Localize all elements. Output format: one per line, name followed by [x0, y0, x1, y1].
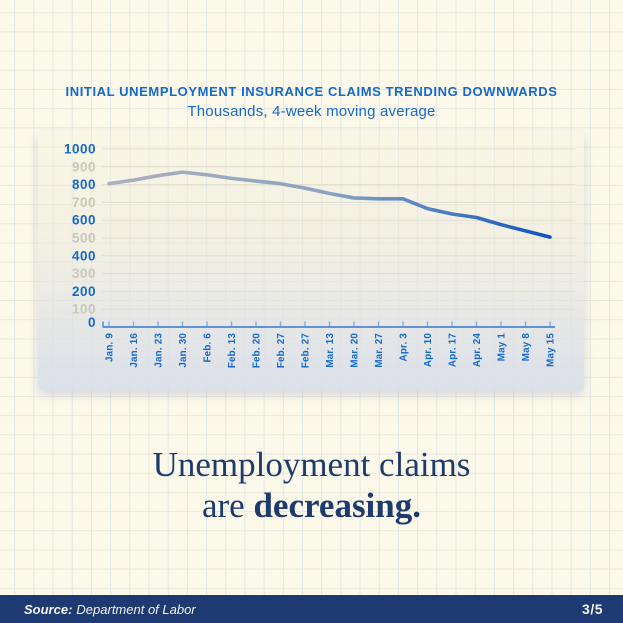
x-tick-label: Apr. 10 [423, 333, 434, 368]
x-tick-label: Apr. 17 [447, 333, 459, 368]
x-tick-label: Jan. 23 [153, 333, 165, 368]
headline [0, 444, 623, 526]
x-tick-label: Mar. 27 [374, 333, 385, 368]
x-tick-label: Jan. 16 [129, 333, 140, 368]
y-tick-label: 1000 [63, 141, 96, 157]
page-indicator: 3/5 [582, 601, 603, 617]
y-tick-label: 0 [87, 315, 96, 330]
y-tick-label: 200 [71, 283, 96, 299]
chart-panel [38, 131, 584, 391]
x-tick-label: Jan. 9 [104, 333, 116, 362]
x-tick-label: Mar. 13 [325, 333, 336, 368]
data-line-series [109, 172, 550, 237]
y-tick-label: 500 [71, 230, 96, 246]
headline-line2-bold: decreasing. [253, 486, 422, 525]
source-value: Department of Labor [76, 601, 196, 617]
y-tick-label: 100 [71, 301, 96, 317]
x-tick-label: Feb. 27 [300, 333, 312, 369]
line-chart [38, 131, 584, 391]
x-tick-label: Feb. 13 [227, 333, 238, 369]
headline-line2 [202, 486, 421, 525]
headline-line2-normal: are [201, 486, 254, 525]
y-tick-label: 400 [71, 248, 96, 264]
y-tick-label: 700 [71, 194, 96, 210]
y-tick-label: 600 [71, 212, 96, 228]
y-tick-label: 800 [71, 177, 96, 193]
x-tick-label: May 8 [521, 333, 532, 362]
chart-subtitle: Thousands, 4-week moving average [187, 103, 436, 120]
x-tick-label: May 1 [496, 333, 508, 362]
footer-source [24, 602, 196, 617]
x-tick-label: Feb. 6 [202, 333, 214, 363]
x-tick-label: Feb. 27 [276, 333, 287, 369]
y-axis-labels [64, 142, 96, 331]
x-tick-label: Jan. 30 [178, 333, 189, 368]
x-tick-label: Apr. 3 [398, 333, 410, 362]
x-tick-label: Feb. 20 [251, 333, 263, 369]
y-tick-label: 300 [71, 266, 96, 282]
chart-title: INITIAL UNEMPLOYMENT INSURANCE CLAIMS TRENDING DOWNWARDS [65, 84, 558, 99]
x-tick-label: Apr. 24 [472, 333, 483, 368]
footer-bar [0, 595, 623, 623]
x-tick-label: Mar. 20 [349, 333, 361, 368]
x-axis [103, 322, 556, 328]
headline-line1: Unemployment claims [152, 445, 471, 484]
source-label: Source: [24, 601, 73, 617]
x-axis-labels [105, 333, 557, 369]
y-tick-label: 900 [71, 159, 96, 175]
x-tick-label: May 15 [545, 333, 557, 367]
